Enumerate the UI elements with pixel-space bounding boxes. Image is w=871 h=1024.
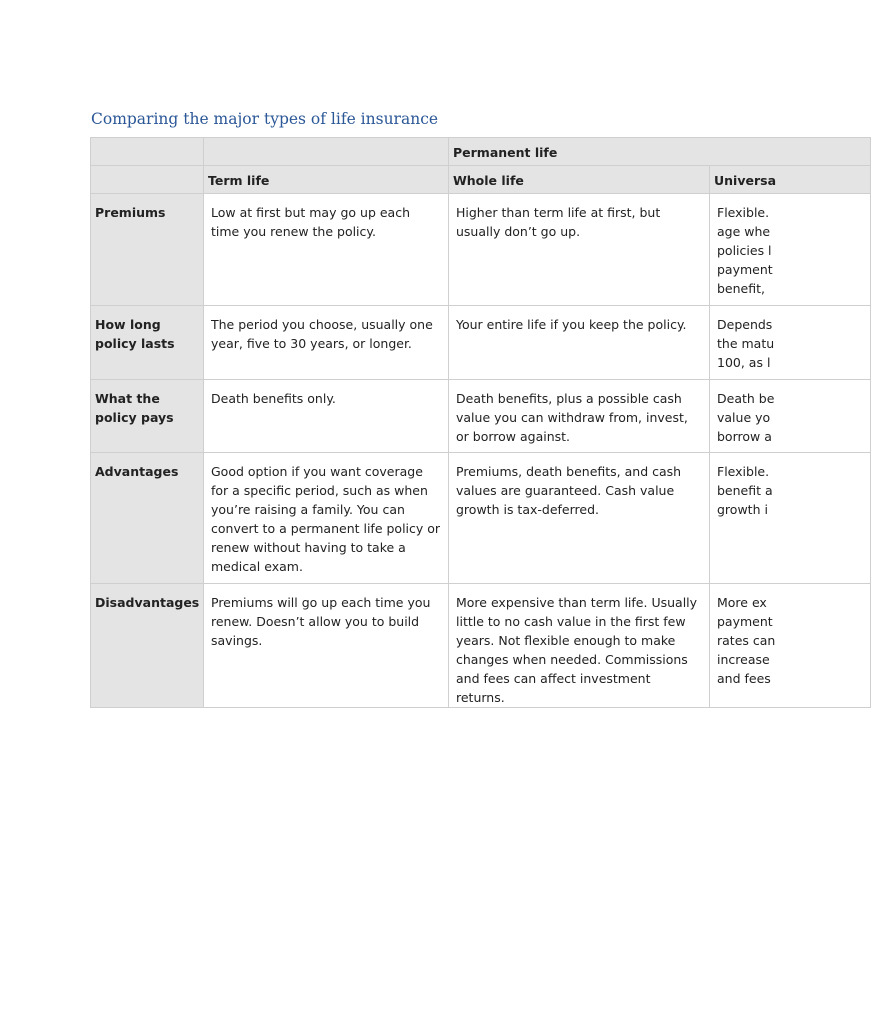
cell-term-policy-length: The period you choose, usually one year, five to 30 years, or longer. xyxy=(204,306,449,380)
row-label-disadvantages: Disadvantages xyxy=(91,584,204,708)
cell-universal-policy-pays: Death be value yo borrow a xyxy=(710,380,871,453)
header-corner-cell xyxy=(91,138,204,166)
row-label-premiums: Premiums xyxy=(91,194,204,306)
cell-term-advantages: Good option if you want coverage for a specific period, such as when you’re raising a family. You can convert to a permanent life policy or renew without having to take a medical exam. xyxy=(204,453,449,584)
cell-universal-policy-length: Depends the matu 100, as l xyxy=(710,306,871,380)
column-header-term: Term life xyxy=(204,166,449,194)
header-empty-cell xyxy=(204,138,449,166)
cell-term-premiums: Low at first but may go up each time you renew the policy. xyxy=(204,194,449,306)
table-row-advantages xyxy=(91,453,871,584)
column-header-whole: Whole life xyxy=(449,166,710,194)
cell-universal-disadvantages: More ex payment rates can increase and fees xyxy=(710,584,871,708)
cell-term-disadvantages: Premiums will go up each time you renew. Doesn’t allow you to build savings. xyxy=(204,584,449,708)
row-label-advantages: Advantages xyxy=(91,453,204,584)
cell-universal-premiums: Flexible. age whe policies l payment benefit, xyxy=(710,194,871,306)
cell-whole-policy-pays: Death benefits, plus a possible cash value you can withdraw from, invest, or borrow against. xyxy=(449,380,710,453)
row-label-policy-pays: What the policy pays xyxy=(91,380,204,453)
cell-term-policy-pays: Death benefits only. xyxy=(204,380,449,453)
cell-whole-disadvantages: More expensive than term life. Usually little to no cash value in the first few years. Not flexible enough to make changes when needed. Commissions and fees can affect investment returns. xyxy=(449,584,710,708)
table-row-policy-length xyxy=(91,306,871,380)
permanent-life-header xyxy=(449,138,871,166)
page-title: Comparing the major types of life insurance xyxy=(91,110,439,128)
column-header-universal: Universa xyxy=(710,166,871,194)
comparison-table xyxy=(90,137,776,708)
row-label-policy-length: How long policy lasts xyxy=(91,306,204,380)
group-header-row xyxy=(91,138,871,166)
permanent-life-label: Permanent life xyxy=(453,145,558,160)
column-header-row xyxy=(91,166,871,194)
cell-whole-premiums: Higher than term life at first, but usually don’t go up. xyxy=(449,194,710,306)
cell-whole-policy-length: Your entire life if you keep the policy. xyxy=(449,306,710,380)
cell-universal-advantages: Flexible. benefit a growth i xyxy=(710,453,871,584)
table-row-policy-pays xyxy=(91,380,871,453)
table-row-disadvantages xyxy=(91,584,871,708)
header-corner-cell-2 xyxy=(91,166,204,194)
table-row-premiums xyxy=(91,194,871,306)
cell-whole-advantages: Premiums, death benefits, and cash values are guaranteed. Cash value growth is tax-deferred. xyxy=(449,453,710,584)
